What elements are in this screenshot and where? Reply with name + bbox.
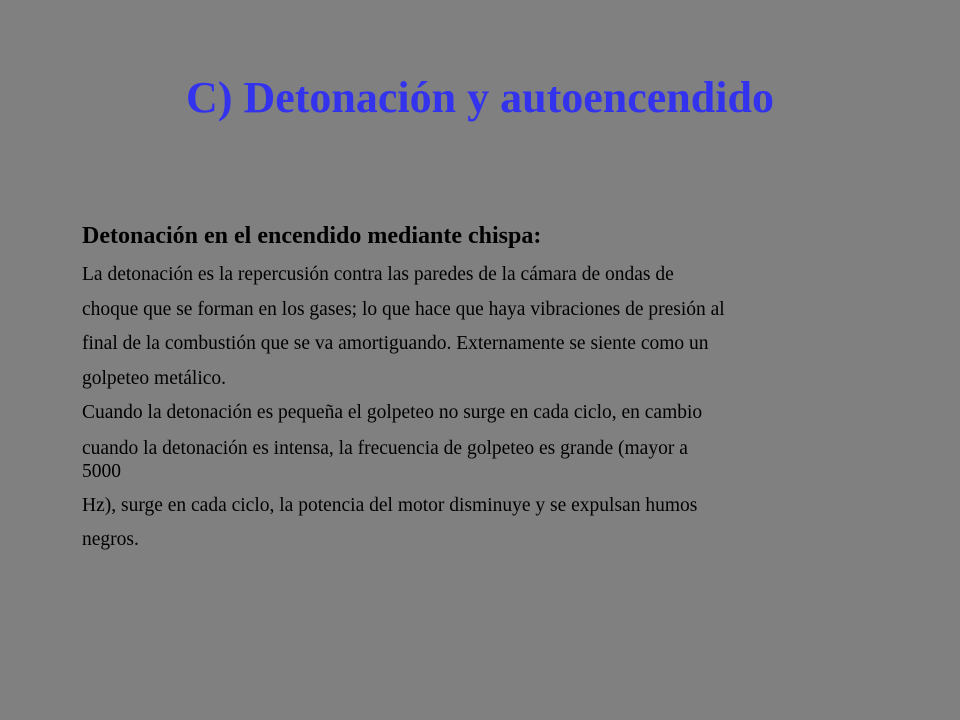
body-line: 5000 <box>82 460 121 482</box>
body-line: choque que se forman en los gases; lo que hace que haya vibraciones de presión al <box>82 298 725 320</box>
body-line: La detonación es la repercusión contra las paredes de la cámara de ondas de <box>82 264 674 285</box>
slide-title: C) Detonación y autoencendido <box>186 73 774 122</box>
body-line: negros. <box>82 528 139 550</box>
body-line: Hz), surge en cada ciclo, la potencia del motor disminuye y se expulsan humos <box>82 494 698 516</box>
slide-body <box>82 220 882 558</box>
body-line: golpeteo metálico. <box>82 367 227 389</box>
body-subheading: Detonación en el encendido mediante chispa: <box>82 223 542 249</box>
body-line: final de la combustión que se va amortiguando. Externamente se siente como un <box>82 333 709 355</box>
body-line: cuando la detonación es intensa, la frecuencia de golpeteo es grande (mayor a <box>82 437 688 459</box>
body-line: Cuando la detonación es pequeña el golpeteo no surge en cada ciclo, en cambio <box>82 402 703 424</box>
